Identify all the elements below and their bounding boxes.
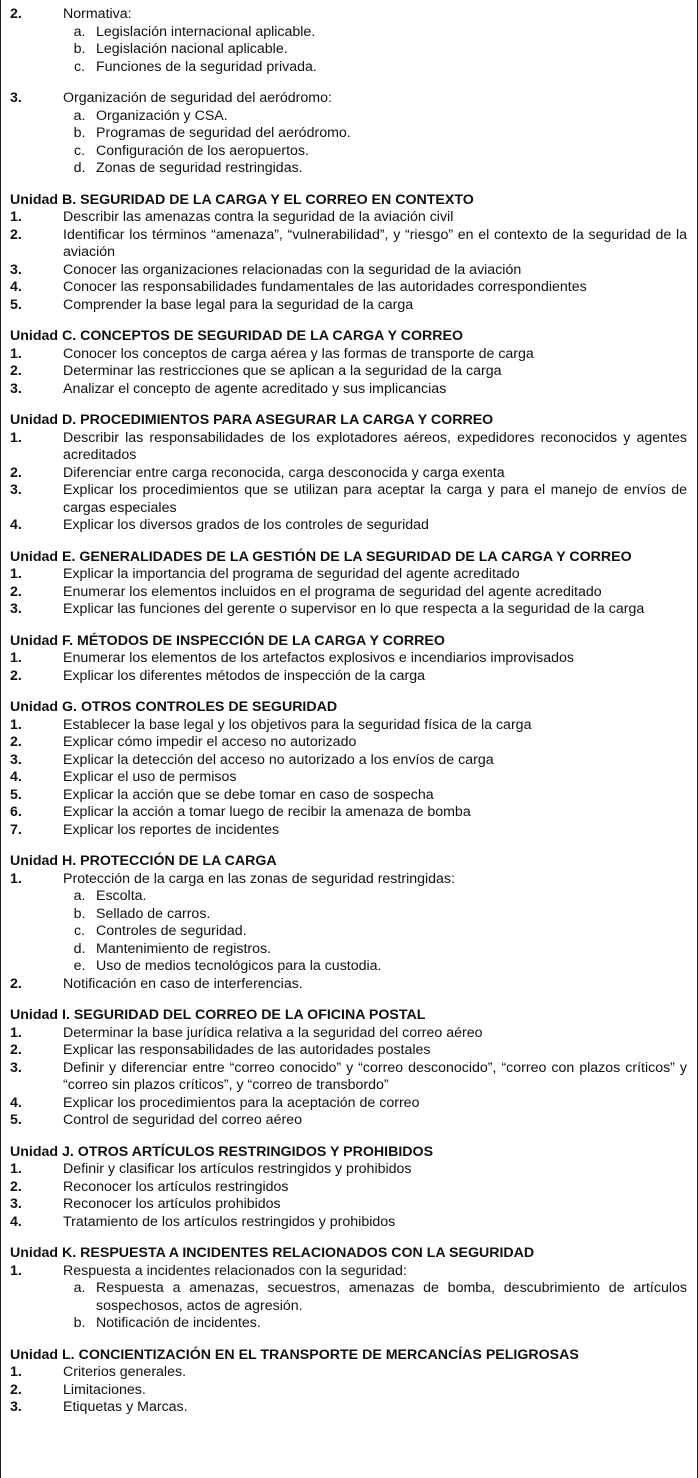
item-number: 1. <box>10 566 22 582</box>
list-item <box>10 1364 687 1382</box>
item-number: 7. <box>10 821 22 838</box>
item-text: Explicar los diferentes métodos de inspección de la carga <box>63 667 425 684</box>
list-item <box>10 601 687 619</box>
list-item <box>10 1382 687 1400</box>
list-item <box>10 1196 687 1214</box>
list-item <box>10 363 687 381</box>
item-number: 5. <box>10 296 22 313</box>
top-item-3 <box>10 90 687 178</box>
sub-text: Legislación nacional aplicable. <box>96 41 288 57</box>
item-text: Explicar los procedimientos para la aceptación de correo <box>63 1094 420 1111</box>
list-item <box>10 346 687 364</box>
sub-letter: b. <box>73 1315 86 1331</box>
list-item <box>10 227 687 262</box>
sub-text: Controles de seguridad. <box>96 923 247 939</box>
list-item <box>10 804 687 822</box>
item-number: 2. <box>10 1178 22 1195</box>
item-text: Explicar cómo impedir el acceso no autorizado <box>63 734 357 750</box>
list-item <box>10 717 687 735</box>
sub-text: Uso de medios tecnológicos para la custodia. <box>96 958 382 974</box>
unit-title: Unidad L. CONCIENTIZACIÓN EN EL TRANSPORTE DE MERCANCÍAS PELIGROSAS <box>10 1346 579 1363</box>
sub-item <box>10 941 687 959</box>
item-text: Organización de seguridad del aeródromo: <box>63 90 332 106</box>
list-item <box>10 1161 687 1179</box>
unit-title: Unidad I. SEGURIDAD DEL CORREO DE LA OFICINA POSTAL <box>10 1007 426 1023</box>
unit-section <box>10 192 687 315</box>
item-number: 1. <box>10 716 22 733</box>
item-number: 1. <box>10 1364 22 1380</box>
item-number: 3. <box>10 1196 22 1212</box>
sub-text: Legislación internacional aplicable. <box>96 23 316 40</box>
list-item <box>10 1399 687 1417</box>
top-item-2 <box>10 6 687 76</box>
list-item <box>10 1025 687 1043</box>
item-text: Enumerar los elementos incluidos en el programa de seguridad del agente acreditado <box>63 583 602 600</box>
list-item <box>10 871 687 889</box>
list-item <box>10 752 687 770</box>
item-number: 2. <box>10 6 22 22</box>
item-number: 1. <box>10 1161 22 1177</box>
list-item <box>10 1214 687 1232</box>
list-item <box>10 584 687 602</box>
item-number: 2. <box>10 975 22 992</box>
item-text: Conocer los conceptos de carga aérea y las formas de transporte de carga <box>63 345 534 362</box>
item-text: Analizar el concepto de agente acreditado y sus implicancias <box>63 380 447 397</box>
sub-letter: e. <box>73 958 86 974</box>
item-text: Normativa: <box>63 6 132 22</box>
sub-item <box>10 923 687 941</box>
item-number: 3. <box>10 90 22 106</box>
sub-text: Funciones de la seguridad privada. <box>96 58 317 75</box>
item-number: 1. <box>10 1024 22 1041</box>
list-item <box>10 1060 687 1095</box>
unit-title: Unidad J. OTROS ARTÍCULOS RESTRINGIDOS Y PROHIBIDOS <box>10 1143 434 1160</box>
item-text: Establecer la base legal y los objetivos para la seguridad física de la carga <box>63 716 532 733</box>
sub-text: Respuesta a amenazas, secuestros, amenazas de bomba, descubrimiento de artículos sospechosos, actos de agresión. <box>96 1280 687 1314</box>
sub-letter: b. <box>73 125 86 141</box>
sub-letter: c. <box>73 142 86 159</box>
list-item <box>10 430 687 465</box>
list-item <box>10 566 687 584</box>
item-number: 1. <box>10 429 22 446</box>
item-text: Conocer las organizaciones relacionadas con la seguridad de la aviación <box>63 261 522 278</box>
item-text: Limitaciones. <box>63 1381 146 1398</box>
unit-title: Unidad H. PROTECCIÓN DE LA CARGA <box>10 853 277 869</box>
item-text: Explicar el uso de permisos <box>63 769 237 785</box>
list-item <box>10 262 687 280</box>
sub-letter: b. <box>73 41 86 57</box>
item-text: Notificación en caso de interferencias. <box>63 975 303 992</box>
sub-letter: a. <box>73 23 86 40</box>
sub-item <box>10 958 687 976</box>
sub-letter: c. <box>73 923 86 939</box>
sub-letter: c. <box>73 58 86 75</box>
sub-text: Sellado de carros. <box>96 905 211 922</box>
sub-text: Programas de seguridad del aeródromo. <box>96 125 351 141</box>
item-text: Explicar las funciones del gerente o supervisor en lo que respecta a la seguridad de la carga <box>63 601 645 617</box>
item-number: 2. <box>10 667 22 684</box>
sub-letter: a. <box>73 888 86 904</box>
item-text: Determinar la base jurídica relativa a la seguridad del correo aéreo <box>63 1024 483 1041</box>
item-number: 3. <box>10 261 22 278</box>
sub-item <box>10 1315 687 1333</box>
item-text: Definir y clasificar los artículos restringidos y prohibidos <box>63 1161 412 1177</box>
item-text: Explicar los diversos grados de los controles de seguridad <box>63 517 429 533</box>
item-number: 3. <box>10 751 22 768</box>
list-item <box>10 1042 687 1060</box>
item-text: Describir las amenazas contra la seguridad de la aviación civil <box>63 209 454 225</box>
sub-letter: b. <box>73 905 86 922</box>
list-item <box>10 209 687 227</box>
list-item <box>10 769 687 787</box>
item-number: 3. <box>10 482 22 498</box>
item-number: 4. <box>10 769 22 785</box>
item-text: Conocer las responsabilidades fundamentales de las autoridades correspondientes <box>63 279 587 295</box>
item-number: 1. <box>10 1262 22 1279</box>
sub-text: Organización y CSA. <box>96 107 228 124</box>
unit-section <box>10 1007 687 1130</box>
item-number: 2. <box>10 1381 22 1398</box>
list-item <box>10 1179 687 1197</box>
item-number: 2. <box>10 734 22 750</box>
item-number: 2. <box>10 583 22 600</box>
item-text: Explicar las responsabilidades de las autoridades postales <box>63 1042 431 1058</box>
sub-text: Configuración de los aeropuertos. <box>96 142 309 159</box>
unit-title: Unidad B. SEGURIDAD DE LA CARGA Y EL CORREO EN CONTEXTO <box>10 191 474 208</box>
list-item <box>10 734 687 752</box>
unit-section <box>10 1144 687 1232</box>
sub-item <box>10 888 687 906</box>
sub-text: Mantenimiento de registros. <box>96 940 272 957</box>
item-text: Tratamiento de los artículos restringidos y prohibidos <box>63 1213 396 1230</box>
item-text: Reconocer los artículos prohibidos <box>63 1196 281 1212</box>
item-number: 3. <box>10 1059 22 1076</box>
unit-section <box>10 633 687 686</box>
unit-section <box>10 1347 687 1417</box>
unit-title: Unidad E. GENERALIDADES DE LA GESTIÓN DE LA SEGURIDAD DE LA CARGA Y CORREO <box>10 548 632 565</box>
item-text: Enumerar los elementos de los artefactos explosivos e incendiarios improvisados <box>63 650 574 666</box>
list-item <box>10 517 687 535</box>
item-number: 1. <box>10 870 22 887</box>
item-text: Describir las responsabilidades de los explotadores aéreos, expedidores reconocidos y agentes acreditados <box>63 429 687 463</box>
sub-item <box>10 1280 687 1315</box>
item-text: Respuesta a incidentes relacionados con la seguridad: <box>63 1262 407 1279</box>
unit-section <box>10 328 687 398</box>
item-number: 2. <box>10 226 22 243</box>
item-text: Identificar los términos “amenaza”, “vulnerabilidad”, y “riesgo” en el contexto de la seguridad de la aviación <box>63 226 687 260</box>
sub-letter: a. <box>73 107 86 124</box>
sub-text: Notificación de incidentes. <box>96 1315 261 1331</box>
unit-title: Unidad K. RESPUESTA A INCIDENTES RELACIONADOS CON LA SEGURIDAD <box>10 1245 535 1261</box>
item-number: 4. <box>10 517 22 533</box>
item-text: Reconocer los artículos restringidos <box>63 1178 289 1195</box>
item-number: 3. <box>10 380 22 397</box>
item-number: 2. <box>10 363 22 379</box>
list-item <box>10 1095 687 1113</box>
item-number: 2. <box>10 1042 22 1058</box>
list-item <box>10 787 687 805</box>
list-item <box>10 650 687 668</box>
item-number: 4. <box>10 1213 22 1230</box>
item-text: Explicar la acción que se debe tomar en caso de sospecha <box>63 786 434 803</box>
units-list <box>10 192 687 1417</box>
item-number: 3. <box>10 601 22 617</box>
item-number: 4. <box>10 279 22 295</box>
unit-section <box>10 549 687 619</box>
item-number: 3. <box>10 1399 22 1415</box>
item-number: 5. <box>10 1112 22 1128</box>
sub-item <box>10 906 687 924</box>
list-item <box>10 1263 687 1281</box>
sub-letter: d. <box>73 940 86 957</box>
unit-section <box>10 1245 687 1333</box>
unit-section <box>10 699 687 839</box>
item-number: 6. <box>10 804 22 820</box>
unit-section <box>10 412 687 535</box>
sub-text: Zonas de seguridad restringidas. <box>96 160 303 176</box>
unit-title: Unidad G. OTROS CONTROLES DE SEGURIDAD <box>10 699 338 715</box>
item-text: Diferenciar entre carga reconocida, carga desconocida y carga exenta <box>63 464 505 481</box>
item-text: Protección de la carga en las zonas de seguridad restringidas: <box>63 870 455 887</box>
item-text: Explicar los reportes de incidentes <box>63 821 280 838</box>
sub-letter: a. <box>73 1280 86 1296</box>
list-item <box>10 465 687 483</box>
item-text: Explicar la detección del acceso no autorizado a los envíos de carga <box>63 751 494 768</box>
list-item <box>10 297 687 315</box>
list-item <box>10 482 687 517</box>
list-item <box>10 976 687 994</box>
item-text: Explicar la importancia del programa de seguridad del agente acreditado <box>63 566 520 582</box>
item-number: 1. <box>10 650 22 666</box>
item-text: Criterios generales. <box>63 1364 187 1380</box>
item-text: Explicar la acción a tomar luego de recibir la amenaza de bomba <box>63 804 471 820</box>
unit-title: Unidad C. CONCEPTOS DE SEGURIDAD DE LA CARGA Y CORREO <box>10 328 463 344</box>
item-text: Control de seguridad del correo aéreo <box>63 1112 302 1128</box>
unit-title: Unidad D. PROCEDIMIENTOS PARA ASEGURAR LA CARGA Y CORREO <box>10 412 494 428</box>
item-text: Explicar los procedimientos que se utilizan para aceptar la carga y para el manejo de envíos de cargas especiales <box>63 482 687 516</box>
list-item <box>10 279 687 297</box>
item-text: Etiquetas y Marcas. <box>63 1399 188 1415</box>
unit-title: Unidad F. MÉTODOS DE INSPECCIÓN DE LA CARGA Y CORREO <box>10 632 445 649</box>
item-number: 4. <box>10 1094 22 1111</box>
sub-letter: d. <box>73 160 86 176</box>
item-text: Comprender la base legal para la seguridad de la carga <box>63 296 414 313</box>
unit-section <box>10 853 687 993</box>
list-item <box>10 1112 687 1130</box>
item-number: 2. <box>10 464 22 481</box>
item-number: 5. <box>10 786 22 803</box>
sub-text: Escolta. <box>96 888 147 904</box>
list-item <box>10 668 687 686</box>
item-number: 1. <box>10 209 22 225</box>
list-item <box>10 822 687 840</box>
list-item <box>10 381 687 399</box>
item-text: Definir y diferenciar entre “correo conocido” y “correo desconocido”, “correo con plazos críticos” y “correo sin plazos críticos”, y “correo de transbordo” <box>63 1059 687 1093</box>
item-text: Determinar las restricciones que se aplican a la seguridad de la carga <box>63 363 502 379</box>
item-number: 1. <box>10 345 22 362</box>
